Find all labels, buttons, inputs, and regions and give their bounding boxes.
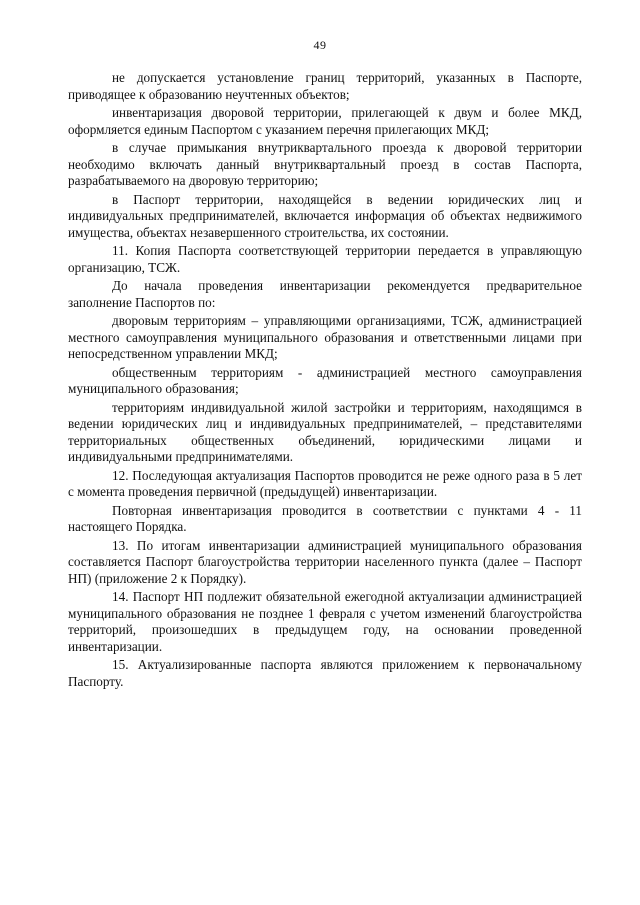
paragraph: 13. По итогам инвентаризации администрацией муниципального образования составляется Паспорт благоустройства территории населенного пункта (далее – Паспорт НП) (приложение 2 к Порядку).: [68, 537, 582, 586]
paragraph: общественным территориям - администрацией местного самоуправления муниципального образования;: [68, 364, 582, 396]
page-number: 49: [313, 38, 327, 52]
paragraph: До начала проведения инвентаризации рекомендуется предварительное заполнение Паспортов по:: [68, 278, 582, 310]
paragraph: 15. Актуализированные паспорта являются приложением к первоначальному Паспорту.: [68, 657, 582, 689]
paragraph: 14. Паспорт НП подлежит обязательной ежегодной актуализации администрацией муниципального образования не позднее 1 февраля с учетом изменений благоустройства территорий, произошедших в предыдущем году, на основании проведенной инвентаризации.: [68, 589, 582, 654]
paragraph: Повторная инвентаризация проводится в соответствии с пунктами 4 - 11 настоящего Порядка.: [68, 502, 582, 534]
paragraph: в случае примыкания внутриквартального проезда к дворовой территории необходимо включать данный внутриквартальный проезд в состав Паспорта, разрабатываемого на дворовую территорию;: [68, 140, 582, 188]
document-body: [68, 70, 582, 692]
paragraph: территориям индивидуальной жилой застройки и территориям, находящимся в ведении юридических лиц и индивидуальных предпринимателей, – представителями территориальных общественных объединений, юридическими лицами и индивидуальными предпринимателями.: [68, 399, 582, 464]
paragraph: 12. Последующая актуализация Паспортов проводится не реже одного раза в 5 лет с момента проведения первичной (предыдущей) инвентаризации.: [68, 467, 582, 499]
paragraph: инвентаризация дворовой территории, прилегающей к двум и более МКД, оформляется единым Паспортом с указанием перечня прилегающих МКД;: [68, 105, 582, 137]
paragraph: в Паспорт территории, находящейся в ведении юридических лиц и индивидуальных предпринимателей, включается информация об объектах недвижимого имущества, объектах незавершенного строительства, их состоянии.: [68, 191, 582, 240]
paragraph: 11. Копия Паспорта соответствующей территории передается в управляющую организацию, ТСЖ.: [68, 243, 582, 275]
paragraph: дворовым территориям – управляющими организациями, ТСЖ, администрацией местного самоуправления муниципального образования и ответственными лицами при непосредственном управлении МКД;: [68, 313, 582, 361]
paragraph: не допускается установление границ территорий, указанных в Паспорте, приводящее к образованию неучтенных объектов;: [68, 70, 582, 102]
